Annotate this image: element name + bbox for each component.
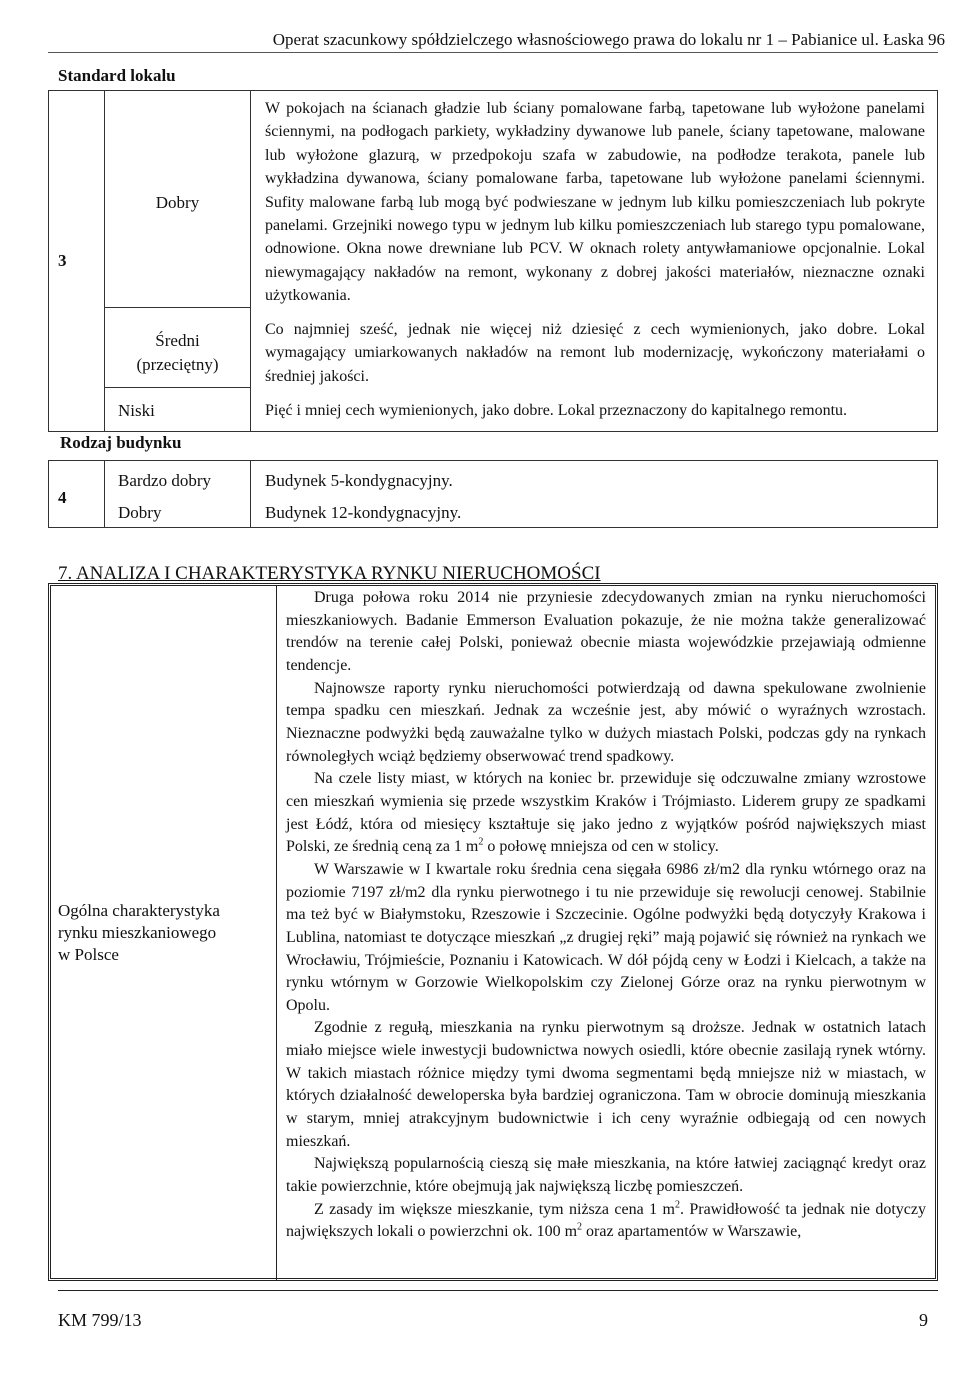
- standard-text-niski: Pięć i mniej cech wymienionych, jako dobre. Lokal przeznaczony do kapitalnego remontu.: [265, 402, 848, 419]
- section-heading-standard: Standard lokalu: [58, 66, 176, 85]
- market-paragraph-4: W Warszawie w I kwartale roku średnia cena sięgała 6986 zł/m2 dla rynku wtórnego oraz na poziomie 7197 zł/m2 dla rynku pierwotnego i tu nie przewiduje się rewolucji cenowej. Stabilnie ma też być w Białymstoku, Rzeszowie i Szczecinie. Ogólne podwyżki będą dotyczyły Krakowa i Lublina, natomiast te dotyczące mieszkań „z drugiej ręki” mają pojawić się również na rynkach we Wrocławiu, Trójmieście, Poznaniu i Katowicach. W dół pójdą ceny w Łodzi i Kielcach, a także na rynku wtórnym w Gorzowie Wielkopolskim czy Zielonej Górze oraz na rynku pierwotnym w Opolu.: [286, 860, 926, 1014]
- market-paragraph-6: Największą popularnością cieszą się małe mieszkania, na które łatwiej zaciągnąć kredyt oraz takie powierzchnie, które obejmują jak największą liczbę pomieszczeń.: [286, 1155, 926, 1196]
- footer-page-number: 9: [919, 1310, 928, 1330]
- standard-text-sredni: Co najmniej sześć, jednak nie więcej niż dziesięć z cech wymienionych, jako dobre. Lokal wymagający umiarkowanych nakładów na remont lub modernizację, wykończony materiałami o średniej jakości.: [265, 321, 925, 385]
- footer-ref: KM 799/13: [58, 1310, 142, 1330]
- header-rule: [48, 52, 938, 53]
- chapter-heading: 7. ANALIZA I CHARAKTERYSTYKA RYNKU NIERUCHOMOŚCI: [58, 563, 601, 584]
- market-text: [286, 587, 926, 1244]
- building-label-bardzo-dobry: Bardzo dobry: [118, 471, 212, 490]
- market-side-label: [58, 900, 238, 966]
- building-number: 4: [58, 488, 67, 507]
- market-paragraph-5: Zgodnie z regułą, mieszkania na rynku pierwotnym są droższe. Jednak w ostatnich latach miało miejsce wiele inwestycji budownictwa nowych osiedli, które obecnie zasilają rynek wtórny. W takich miastach różnice między tymi dwoma segmentami będą mniejsze niż w miastach, w których działalność deweloperska była bardziej ograniczona. Tam w obrocie dominują mieszkania w starym, mniej atrakcyjnym budownictwie i ich ceny wyraźnie odbiegają od cen nowych mieszkań.: [286, 1019, 926, 1150]
- standard-label-dobry: Dobry: [155, 193, 200, 212]
- standard-label-niski: Niski: [118, 401, 155, 420]
- market-paragraph-3: Na czele listy miast, w których na koniec br. przewiduje się odczuwalne zmiany wzrostowe cen mieszkań wymienia się przede wszystkim Kraków i Trójmiasto. Liderem grupy ze spadkami jest Łódź, która od miesięcy kształtuje się jako jedno z wyjątków pośród największych miast Polski, ze średnią ceną za 1 $m^2$ o połowę mniejsza od cen w stolicy.: [286, 770, 926, 856]
- market-paragraph-7: Z zasady im większe mieszkanie, tym niższa cena 1 $m^2$. Prawidłowość ta jednak nie dotyczy największych lokali o powierzchni ok. 100 $m^2$ oraz apartamentów w Warszawie,: [286, 1199, 927, 1241]
- building-label-dobry: Dobry: [118, 503, 162, 522]
- standard-label-sredni-line2: (przeciętny): [136, 355, 219, 374]
- section-heading-building: Rodzaj budynku: [60, 433, 182, 452]
- standard-number: 3: [58, 251, 67, 270]
- building-text-5: Budynek 5-kondygnacyjny.: [265, 471, 453, 490]
- standard-label-sredni-line1: Średni: [155, 331, 200, 350]
- market-side-label-line2: rynku mieszkaniowego: [58, 923, 217, 942]
- building-text-12: Budynek 12-kondygnacyjny.: [265, 503, 462, 522]
- market-paragraph-1: Druga połowa roku 2014 nie przyniesie zdecydowanych zmian na rynku nieruchomości mieszkaniowych. Badanie Emmerson Evaluation pokazuje, że nie można także generalizować trendów na terenie całej Polski, ponieważ obecnie miasta wojewódzkie przejawiają odmienne tendencje.: [286, 589, 926, 674]
- standard-text-dobry: W pokojach na ścianach gładzie lub ściany pomalowane farbą, tapetowane lub wyłożone panelami ściennymi, na podłogach parkiety, wykładziny dywanowe lub panele, ściany tapetowane, malowane lub wyłożone glazurą, w przedpokoju szafa w zabudowie, na podłodze terakota, panele lub wykładzina dywanowa, ściany pomalowane farba, tapetowane lub wyłożone panelami ściennymi. Sufity malowane farbą lub mogą być podwieszane w jednym lub kilku pomieszczeniach lub pokryte panelami. Grzejniki nowego typu w jednym lub kilku pomieszczeniach lub starego typu pomalowane, odnowione. Okna nowe drewniane lub PCV. W oknach rolety antywłamaniowe opcjonalnie. Lokal niewymagający nakładów na remont, wykonany z dobrej jakości materiałów, nieznaczne oznaki użytkowania.: [265, 100, 925, 305]
- market-side-label-line3: w Polsce: [58, 945, 119, 964]
- footer-rule: [58, 1290, 938, 1291]
- standard-label-sredni: [104, 331, 251, 375]
- document-header: Operat szacunkowy spółdzielczego własnościowego prawa do lokalu nr 1 – Pabianice ul. Łaska 96: [272, 30, 945, 49]
- market-side-label-line1: Ogólna charakterystyka: [58, 901, 220, 920]
- market-paragraph-2: Najnowsze raporty rynku nieruchomości potwierdzają od dawna spekulowane zwolnienie tempa spadku cen mieszkań. Jednak za wcześnie jest, aby mówić o wyraźnych wzrostach. Nieznaczne podwyżki będą zauważalne tylko w dużych miastach Polski, podczas gdy na rynkach równoległych wciąż będziemy obserwować trend spadkowy.: [286, 679, 926, 765]
